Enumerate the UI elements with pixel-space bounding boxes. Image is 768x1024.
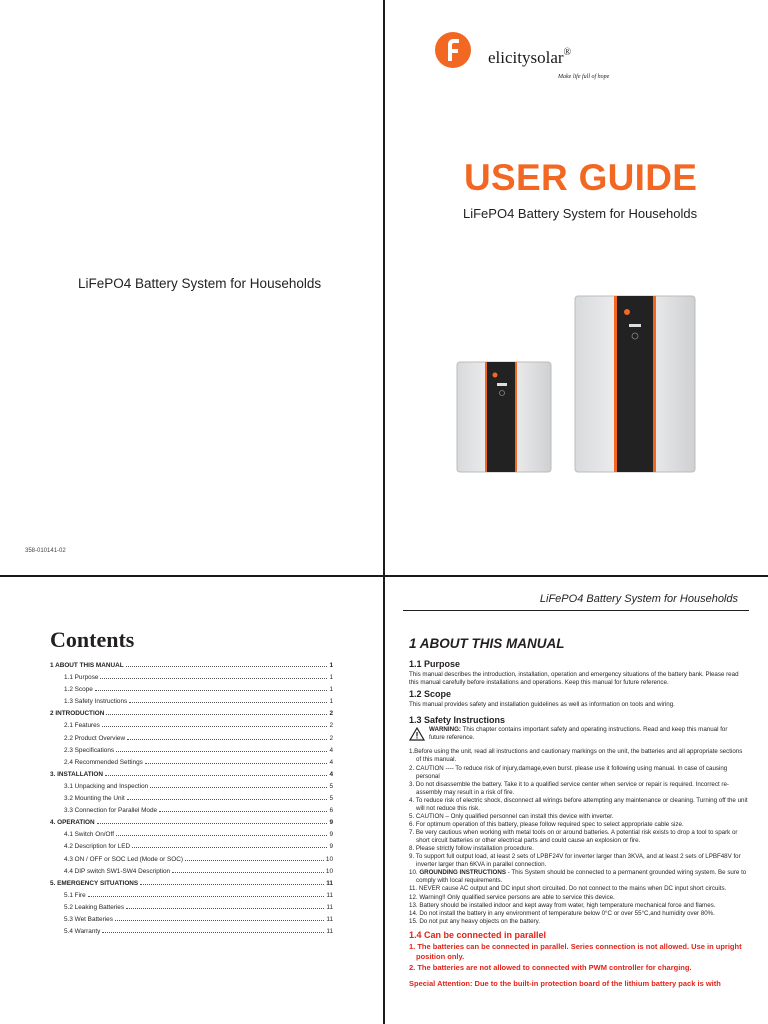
- toc-entry-label: 1.3 Safety Instructions: [64, 698, 128, 706]
- toc-leader-dots: [150, 782, 327, 788]
- list-item: 1. The batteries can be connected in parallel. Series connection is not allowed. Use in upright position only.: [409, 942, 742, 962]
- toc-entry-page: 11: [326, 928, 333, 936]
- toc-entry-label: 4.2 Description for LED: [64, 843, 131, 851]
- registered-mark: ®: [563, 47, 572, 58]
- toc-entry-page: 11: [326, 891, 333, 899]
- logo-tagline: Make life full of hope: [558, 74, 610, 80]
- list-item: 1.Before using the unit, read all instructions and cautionary markings on the unit, the batteries and all appropriate sections of this manual.: [409, 748, 743, 764]
- toc-entry-page: 1: [329, 662, 333, 669]
- list-item: 4. To reduce risk of electric shock, disconnect all wirings before attempting any maintenance or cleaning. Turning off the unit will not reduce this risk.: [409, 796, 748, 812]
- toc-leader-dots: [145, 758, 328, 764]
- warning-label: WARNING:: [429, 726, 461, 734]
- toc-leader-dots: [102, 721, 328, 727]
- toc-entry: [50, 855, 333, 867]
- toc-entry: [50, 770, 333, 782]
- toc-leader-dots: [140, 879, 324, 885]
- toc-leader-dots: [127, 734, 327, 740]
- battery-products-image: [445, 290, 725, 480]
- toc-entry: [50, 673, 333, 685]
- toc-leader-dots: [105, 770, 327, 776]
- toc-entry-label: 2.3 Specifications: [64, 746, 115, 754]
- toc-entry-label: 5.2 Leaking Batteries: [64, 903, 125, 911]
- purpose-heading: 1.1 Purpose: [409, 659, 461, 669]
- front-cover-page: [385, 0, 768, 575]
- list-item: 13. Battery should be installed indoor and kept away from water, high temperature mechanical force and flames.: [409, 901, 716, 909]
- toc-entry-label: 4.4 DIP switch SW1-SW4 Description: [64, 867, 171, 875]
- toc-entry-label: 1.2 Scope: [64, 686, 93, 694]
- toc-entry: [50, 746, 333, 758]
- toc-entry: [50, 758, 333, 770]
- toc-entry-page: 1: [329, 686, 333, 694]
- list-item: 5. CAUTION – Only qualified personnel can install this device with inverter.: [409, 812, 614, 820]
- toc-entry-page: 9: [329, 831, 333, 839]
- vertical-divider: [383, 0, 385, 1024]
- toc-entry-label: 5. EMERGENCY SITUATIONS: [50, 879, 139, 887]
- toc-leader-dots: [97, 818, 328, 824]
- toc-entry-label: 5.4 Warranty: [64, 928, 101, 936]
- toc-entry: [50, 782, 333, 794]
- toc-entry-label: 3.3 Connection for Parallel Mode: [64, 807, 158, 815]
- toc-leader-dots: [88, 891, 325, 897]
- toc-entry-page: 11: [326, 903, 333, 911]
- list-item: 2. CAUTION ---- To reduce risk of injury,damage,even burst. please use it following using manual. In case of causing personal: [409, 764, 728, 780]
- toc-entry-label: 4.1 Switch On/Off: [64, 831, 114, 839]
- toc-entry: [50, 830, 333, 842]
- list-item: 8. Please strictly follow installation procedure.: [409, 845, 534, 853]
- toc-entry: [50, 903, 333, 915]
- toc-entry-label: 1.1 Purpose: [64, 674, 99, 682]
- toc-leader-dots: [115, 915, 324, 921]
- list-item: 6. For optimum operation of this battery, please follow required spec to select appropriate cable size.: [409, 820, 684, 828]
- running-header: LiFePO4 Battery System for Households: [539, 593, 738, 605]
- toc-entry-label: 2 INTRODUCTION: [50, 710, 105, 718]
- toc-entry: [50, 685, 333, 697]
- list-item: 12. Warning!! Only qualified service persons are able to service this device.: [409, 893, 615, 901]
- logo-mark-icon: [433, 28, 493, 88]
- toc-entry-label: 4.3 ON / OFF or SOC Led (Mode or SOC): [64, 855, 183, 863]
- safety-list: [409, 748, 749, 869]
- felicity-solar-logo: [433, 28, 633, 88]
- toc-entry: [50, 806, 333, 818]
- scope-heading: 1.2 Scope: [409, 688, 452, 699]
- toc-leader-dots: [127, 794, 328, 800]
- toc-entry-page: 9: [329, 819, 333, 827]
- safety-heading: 1.3 Safety Instructions: [409, 714, 506, 725]
- back-cover-page: [0, 0, 384, 575]
- toc-entry-page: 4: [329, 770, 333, 778]
- toc-leader-dots: [132, 842, 327, 848]
- list-item: 3. Do not disassemble the battery. Take it to a qualified service center when service or repair is required. Incorrect re-assembly may result in a risk of fire.: [409, 780, 729, 796]
- manual-page-1: [385, 577, 768, 1024]
- list-item: 15. Do not put any heavy objects on the battery.: [409, 917, 540, 925]
- grounding-label: GROUNDING INSTRUCTIONS: [419, 869, 506, 877]
- toc-entry: [50, 794, 333, 806]
- toc-entry: [50, 915, 333, 927]
- toc-leader-dots: [172, 867, 324, 873]
- toc-entry: [50, 721, 333, 733]
- list-item: [409, 869, 749, 885]
- toc-entry-label: 3.1 Unpacking and Inspection: [64, 782, 149, 790]
- list-item: 9. To support full output load, at least 2 sets of LPBF24V for inverter larger than 3KVA, and at least 2 sets of LPBF48V for inverter larger than 6KVA in parallel connection.: [409, 853, 741, 869]
- toc-entry: [50, 734, 333, 746]
- toc-entry-label: 1 ABOUT THIS MANUAL: [50, 662, 124, 669]
- toc-entry-page: 4: [329, 758, 333, 766]
- toc-leader-dots: [129, 697, 327, 703]
- toc-leader-dots: [100, 673, 327, 679]
- toc-leader-dots: [159, 806, 327, 812]
- toc-entry-page: 10: [325, 855, 333, 863]
- toc-entry-page: 2: [329, 722, 333, 730]
- toc-entry-label: 4. OPERATION: [50, 819, 95, 827]
- parallel-heading: 1.4 Can be connected in parallel: [409, 929, 547, 940]
- toc-entry: [50, 842, 333, 854]
- toc-entry: [50, 867, 333, 879]
- toc-entry-page: 9: [329, 843, 333, 851]
- toc-entry-label: 3. INSTALLATION: [50, 770, 104, 778]
- back-cover-subtitle: LiFePO4 Battery System for Households: [78, 276, 322, 291]
- toc-entry-label: 2.1 Features: [64, 722, 100, 730]
- horizontal-divider: [0, 575, 768, 577]
- toc-entry-page: 2: [329, 710, 333, 718]
- toc-leader-dots: [106, 709, 327, 715]
- toc-entry-page: 11: [326, 915, 333, 923]
- toc-entry: [50, 697, 333, 709]
- toc-entry-page: 5: [329, 795, 333, 803]
- toc-entry-label: 2.2 Product Overview: [64, 734, 126, 742]
- list-item: 14. Do not install the battery in any environment of temperature below 0°C or over 55°C,and humidity over 80%.: [409, 909, 715, 917]
- table-of-contents: [50, 661, 333, 939]
- toc-entry-page: 4: [329, 746, 333, 754]
- list-item: 11. NEVER cause AC output and DC input short circuited. Do not connect to the mains when DC input short circuits.: [409, 885, 727, 893]
- list-item: 7. Be very cautious when working with metal tools on or around batteries. A potential risk exists to drop a tool to spark or short circuit batteries or other electrical parts and could cause an explosion or fire.: [409, 829, 738, 845]
- toc-entry: [50, 818, 333, 830]
- warning-text: This chapter contains important safety and operating instructions. Read and keep this manual for future reference.: [429, 726, 728, 742]
- cover-subtitle: LiFePO4 Battery System for Households: [463, 206, 698, 221]
- toc-entry-page: 11: [326, 879, 333, 887]
- toc-entry-page: 1: [329, 698, 333, 706]
- toc-leader-dots: [126, 661, 328, 667]
- toc-leader-dots: [102, 927, 324, 933]
- toc-entry: [50, 661, 333, 673]
- warning-triangle-icon: [409, 727, 425, 741]
- toc-entry-label: 5.1 Fire: [64, 891, 86, 899]
- contents-page: [0, 577, 384, 1024]
- toc-entry: [50, 891, 333, 903]
- contents-title: Contents: [50, 627, 135, 652]
- grounding-prefix: 10.: [409, 869, 420, 877]
- purpose-text: This manual describes the introduction, installation, operation and emergency situations of the battery bank. Please read this manual carefully before installations and operations. Keep this manual for future reference.: [409, 670, 739, 686]
- section-title: 1 ABOUT THIS MANUAL: [409, 636, 565, 651]
- toc-entry-page: 10: [325, 867, 333, 875]
- toc-entry-page: 5: [329, 782, 333, 790]
- toc-entry-label: 3.2 Mounting the Unit: [64, 795, 125, 803]
- toc-entry: [50, 927, 333, 939]
- toc-leader-dots: [126, 903, 324, 909]
- toc-leader-dots: [116, 830, 327, 836]
- toc-leader-dots: [116, 746, 327, 752]
- cover-title: USER GUIDE: [464, 157, 698, 198]
- special-attention-text: Special Attention: Due to the built-in protection board of the lithium battery pack is with: [409, 978, 721, 988]
- toc-entry-page: 2: [329, 734, 333, 742]
- toc-entry-label: 5.3 Wet Batteries: [64, 915, 113, 923]
- safety-list-continued: [409, 885, 749, 925]
- toc-entry-page: 1: [329, 674, 333, 682]
- toc-entry: [50, 709, 333, 721]
- document-number: 358-010141-02: [25, 548, 66, 554]
- warning-block: [409, 726, 749, 742]
- scope-text: This manual provides safety and installation guidelines as well as information on tools and wiring.: [409, 700, 675, 708]
- logo-wordmark: elicitysolar: [488, 48, 564, 67]
- toc-entry-page: 6: [329, 807, 333, 815]
- manual-body: [409, 657, 749, 988]
- list-item: 2. The batteries are not allowed to connected with PWM controller for charging.: [409, 962, 692, 972]
- header-rule: [403, 610, 749, 611]
- toc-entry: [50, 879, 333, 891]
- toc-entry-label: 2.4 Recommended Settings: [64, 758, 143, 766]
- grounding-text: - This System should be connected to a permanent grounded wiring system. Be sure to comply with local requirements.: [416, 869, 747, 885]
- toc-leader-dots: [95, 685, 328, 691]
- parallel-list: [409, 942, 749, 972]
- toc-leader-dots: [185, 855, 324, 861]
